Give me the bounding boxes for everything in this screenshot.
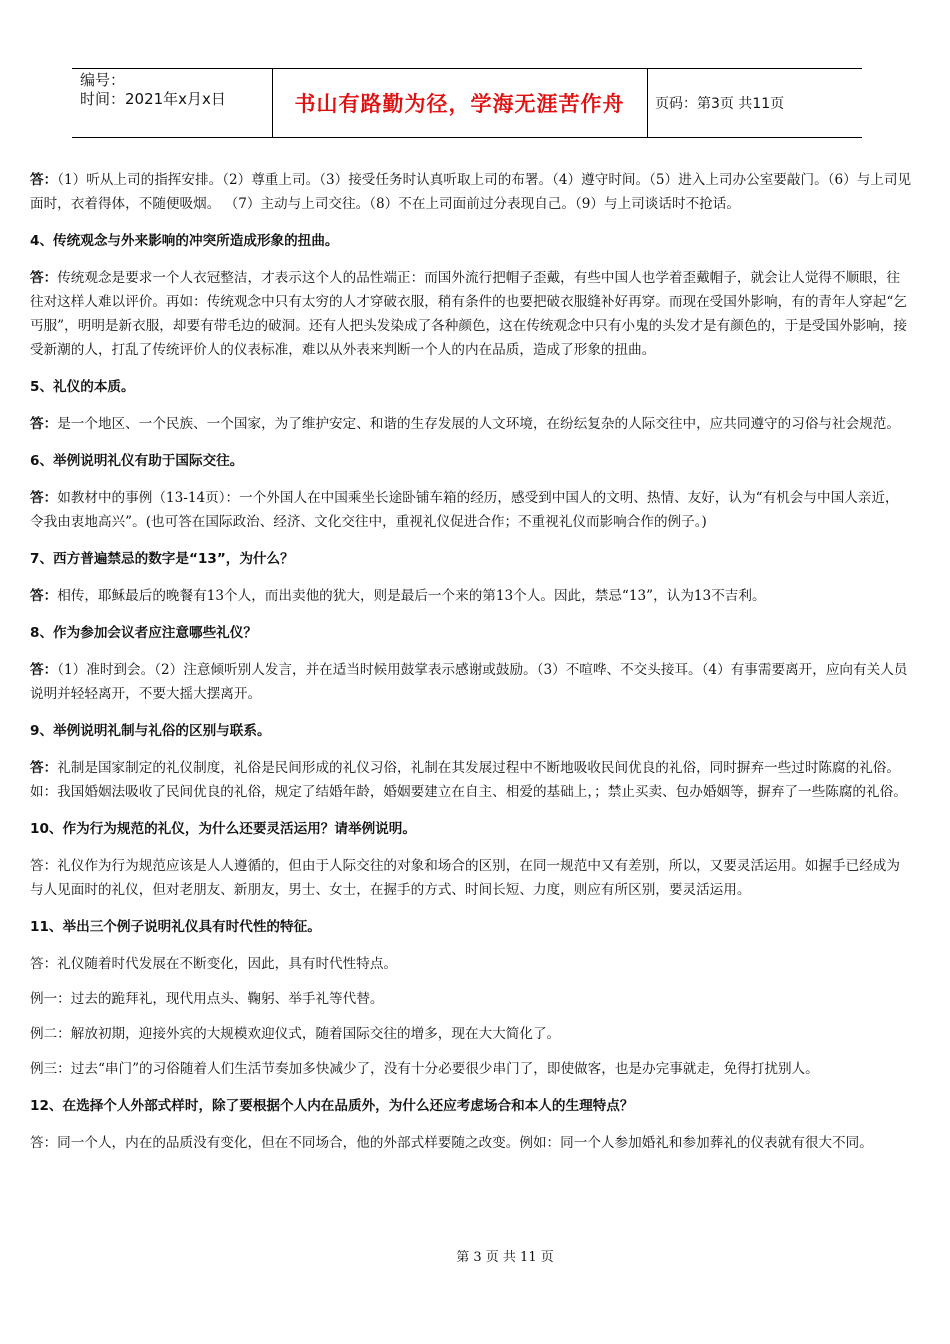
- answer-text: 是一个地区、一个民族、一个国家，为了维护安定、和谐的生存发展的人文环境，在纷纭复杂的人际交往中，应共同遵守的习俗与社会规范。: [57, 416, 900, 432]
- body-paragraph: 答：同一个人，内在的品质没有变化，但在不同场合，他的外部式样要随之改变。例如：同一个人参加婚礼和参加葬礼的仪表就有很大不同。: [30, 1135, 873, 1151]
- answer-text: 礼制是国家制定的礼仪制度，礼俗是民间形成的礼仪习俗，礼制在其发展过程中不断地吸收民间优良的礼俗，同时摒弃一些过时陈腐的礼俗。如：我国婚姻法吸收了民间优良的礼俗，规定了结婚年龄，婚姻要建立在自主、相爱的基础上，；禁止买卖、包办婚姻等，摒弃了一些陈腐的礼俗。: [30, 760, 907, 800]
- page-header: [72, 68, 862, 138]
- header-meta-cell: [72, 69, 273, 137]
- header-page-cell: [647, 69, 862, 137]
- question-heading: 7、西方普遍禁忌的数字是“13”，为什么？: [30, 551, 294, 567]
- motto: 书山有路勤为径，学海无涯苦作舟: [294, 91, 625, 116]
- time-label: 时间：2021年x月x日: [80, 90, 226, 108]
- question-heading: 11、举出三个例子说明礼仪具有时代性的特征。: [30, 919, 321, 935]
- question-heading: 9、举例说明礼制与礼俗的区别与联系。: [30, 723, 271, 739]
- answer-paragraph: [30, 658, 912, 706]
- header-motto-cell: [272, 69, 648, 137]
- answer-text: （1）准时到会。（2）注意倾听别人发言，并在适当时候用鼓掌表示感谢或鼓励。（3）不喧哗、不交头接耳。（4）有事需要离开，应向有关人员说明并轻轻离开，不要大摇大摆离开。: [30, 662, 908, 702]
- answer-paragraph: [30, 168, 912, 216]
- document-body: [30, 168, 912, 1155]
- answer-paragraph: [30, 412, 912, 436]
- answer-label: 答：: [30, 416, 58, 432]
- answer-paragraph: [30, 486, 912, 534]
- question-heading: 6、举例说明礼仪有助于国际交往。: [30, 453, 244, 469]
- answer-text: 如教材中的事例（13-14页）：一个外国人在中国乘坐长途卧铺车箱的经历，感受到中国人的文明、热情、友好，认为“有机会与中国人亲近，令我由衷地高兴”。(也可答在国际政治、经济、文化交往中，重视礼仪促进合作；不重视礼仪而影响合作的例子。): [30, 490, 899, 530]
- question-heading: 8、作为参加会议者应注意哪些礼仪？: [30, 625, 257, 641]
- question-heading: 12、在选择个人外部式样时，除了要根据个人内在品质外，为什么还应考虑场合和本人的生理特点？: [30, 1098, 634, 1114]
- question-heading: 10、作为行为规范的礼仪，为什么还要灵活运用？请举例说明。: [30, 821, 416, 837]
- body-paragraph: 例二：解放初期，迎接外宾的大规模欢迎仪式，随着国际交往的增多，现在大大简化了。: [30, 1026, 561, 1042]
- question-heading: 4、传统观念与外来影响的冲突所造成形象的扭曲。: [30, 233, 339, 249]
- answer-text: 相传，耶稣最后的晚餐有13个人，而出卖他的犹大，则是最后一个来的第13个人。因此，禁忌“13”，认为13不吉利。: [57, 588, 766, 604]
- page-info: 页码：第3页 共11页: [655, 96, 785, 112]
- answer-label: 答：: [30, 662, 58, 678]
- body-paragraph: 答：礼仪随着时代发展在不断变化，因此，具有时代性特点。: [30, 956, 398, 972]
- answer-label: 答：: [30, 588, 58, 604]
- answer-paragraph: [30, 266, 912, 362]
- body-paragraph: 例三：过去“串门”的习俗随着人们生活节奏加多快减少了，没有十分必要很少串门了，即使做客，也是办完事就走，免得打扰别人。: [30, 1061, 819, 1077]
- answer-paragraph: [30, 584, 912, 608]
- body-paragraph: 答：礼仪作为行为规范应该是人人遵循的，但由于人际交往的对象和场合的区别，在同一规范中又有差别，所以，又要灵活运用。如握手已经成为与人见面时的礼仪，但对老朋友、新朋友，男士、女士，在握手的方式、时间长短、力度，则应有所区别，要灵活运用。: [30, 858, 900, 898]
- answer-label: 答：: [30, 760, 58, 776]
- number-label: 编号：: [80, 71, 126, 89]
- body-paragraph: 例一：过去的跪拜礼，现代用点头、鞠躬、举手礼等代替。: [30, 991, 384, 1007]
- answer-label: 答：: [30, 172, 58, 188]
- page-footer: 第 3 页 共 11 页: [456, 1250, 554, 1265]
- answer-paragraph: [30, 756, 912, 804]
- answer-text: （1）听从上司的指挥安排。（2）尊重上司。（3）接受任务时认真听取上司的布署。（4）遵守时间。（5）进入上司办公室要敲门。（6）与上司见面时，衣着得体，不随便吸烟。 （7）主动与上司交往。（8）不在上司面前过分表现自己。（9）与上司谈话时不抢话。: [30, 172, 912, 212]
- answer-text: 传统观念是要求一个人衣冠整洁，才表示这个人的品性端正：而国外流行把帽子歪戴，有些中国人也学着歪戴帽子，就会让人觉得不顺眼，往往对这样人难以评价。再如：传统观念中只有太穷的人才穿破衣服，稍有条件的也要把破衣服缝补好再穿。而现在受国外影响，有的青年人穿起“乞丐服”，明明是新衣服，却要有带毛边的破洞。还有人把头发染成了各种颜色，这在传统观念中只有小鬼的头发才是有颜色的，于是受国外影响，接受新潮的人，打乱了传统评价人的仪表标准，难以从外表来判断一个人的内在品质，造成了形象的扭曲。: [30, 270, 907, 358]
- answer-label: 答：: [30, 490, 58, 506]
- answer-label: 答：: [30, 270, 58, 286]
- question-heading: 5、礼仪的本质。: [30, 379, 135, 395]
